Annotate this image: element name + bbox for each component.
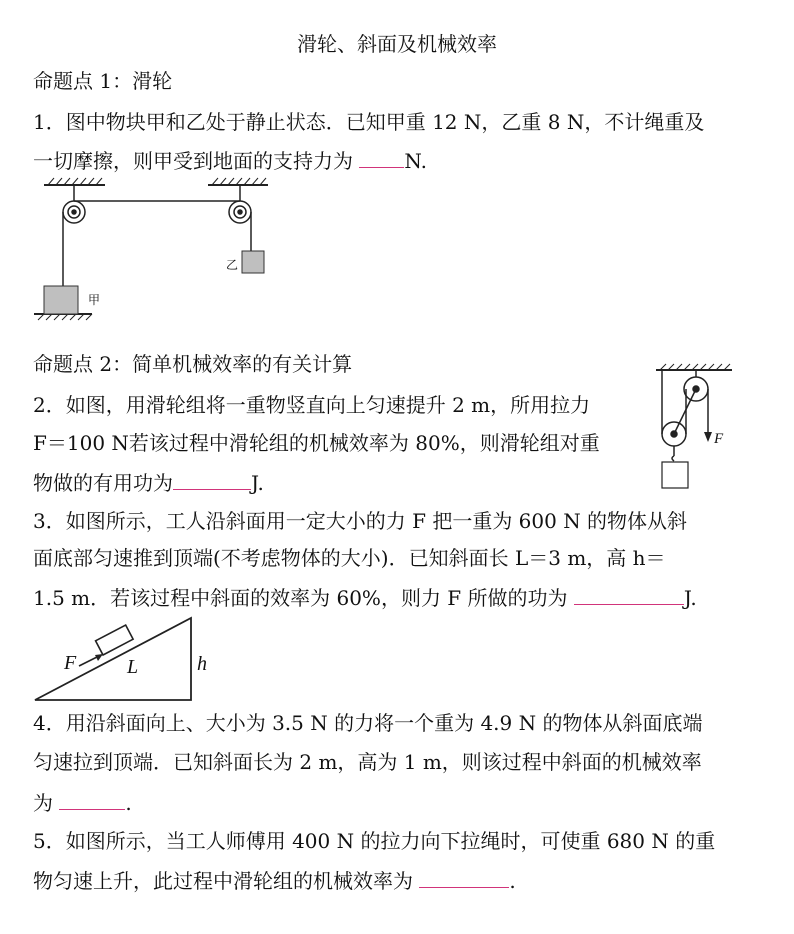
q2-line-2: F＝100 N若该过程中滑轮组的机械效率为 80%，则滑轮组对重 xyxy=(33,431,600,455)
q5-end: . xyxy=(509,869,516,893)
q1-line-1: 1．图中物块甲和乙处于静止状态．已知甲重 12 N，乙重 8 N，不计绳重及 xyxy=(33,110,705,134)
label-yi: 乙 xyxy=(226,258,239,272)
page-title: 滑轮、斜面及机械效率 xyxy=(297,32,497,56)
q2-line-3 xyxy=(33,469,264,495)
q2-text: 物做的有用功为 xyxy=(33,471,173,495)
q5-answer-blank[interactable] xyxy=(419,867,509,888)
q3-line-1: 3．如图所示，工人沿斜面用一定大小的力 F 把一重为 600 N 的物体从斜 xyxy=(33,509,688,533)
q1-text: 一切摩擦，则甲受到地面的支持力为 xyxy=(33,149,353,173)
q3-unit: J. xyxy=(683,586,697,610)
q3-text: 1.5 m．若该过程中斜面的效率为 60%，则力 F 所做的功为 xyxy=(33,586,568,610)
q5-line-2 xyxy=(33,867,516,893)
force-arrow xyxy=(704,432,712,442)
q2-unit: J. xyxy=(251,471,264,495)
q1-answer-blank[interactable] xyxy=(359,147,404,168)
q1-line-2 xyxy=(33,147,427,173)
q4-answer-blank[interactable] xyxy=(59,789,125,810)
q3-line-2: 面底部匀速推到顶端(不考虑物体的大小)．已知斜面长 L＝3 m，高 h＝ xyxy=(33,546,666,570)
q2-answer-blank[interactable] xyxy=(173,469,251,490)
pulley-diagram-2 xyxy=(648,362,738,492)
q3-answer-blank[interactable] xyxy=(574,584,684,605)
section-2-heading: 命题点 2：简单机械效率的有关计算 xyxy=(33,352,353,376)
block-yi xyxy=(242,251,264,273)
q4-text: 为 xyxy=(33,791,53,815)
label-jia: 甲 xyxy=(88,293,101,307)
q3-line-3 xyxy=(33,584,697,610)
label-h: h xyxy=(197,653,207,675)
label-F-3: F xyxy=(64,652,77,674)
q4-line-2: 匀速拉到顶端．已知斜面长为 2 m，高为 1 m，则该过程中斜面的机械效率 xyxy=(33,750,702,774)
force-arrow-3 xyxy=(79,656,99,666)
q1-unit: N. xyxy=(404,149,427,173)
q4-line-1: 4．用沿斜面向上、大小为 3.5 N 的力将一个重为 4.9 N 的物体从斜面底端 xyxy=(33,711,703,735)
block-jia xyxy=(44,286,78,314)
pulley-diagram-1 xyxy=(30,178,270,338)
weight-block xyxy=(662,462,688,488)
label-F-2: F xyxy=(714,431,724,447)
incline xyxy=(35,618,191,700)
incline-diagram xyxy=(33,614,223,706)
q2-line-1: 2．如图，用滑轮组将一重物竖直向上匀速提升 2 m，所用拉力 xyxy=(33,393,591,417)
q4-line-3 xyxy=(33,789,132,815)
q5-line-1: 5．如图所示，当工人师傅用 400 N 的拉力向下拉绳时，可使重 680 N 的重 xyxy=(33,829,716,853)
q5-text: 物匀速上升，此过程中滑轮组的机械效率为 xyxy=(33,869,413,893)
section-1-heading: 命题点 1：滑轮 xyxy=(33,69,173,93)
label-L: L xyxy=(127,656,139,678)
q4-end: . xyxy=(125,791,132,815)
